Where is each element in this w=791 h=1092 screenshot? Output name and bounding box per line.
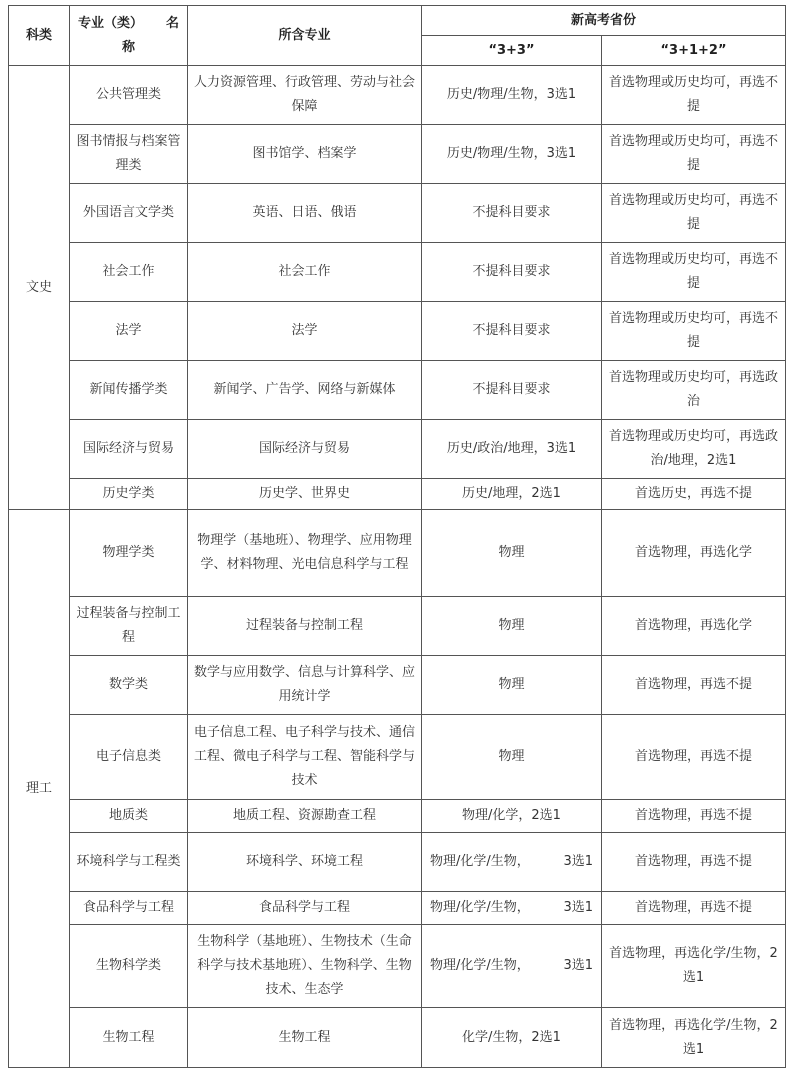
majors-cell: 环境科学、环境工程 xyxy=(188,833,422,892)
req-333-cell: 物理 xyxy=(422,656,602,715)
req-312-cell: 首选物理，再选不提 xyxy=(602,715,786,800)
majors-cell: 生物科学（基地班）、生物技术（生命科学与技术基地班）、生物科学、生物技术、生态学 xyxy=(188,925,422,1008)
header-mode-312: “3+1+2” xyxy=(602,36,786,66)
req-312-cell: 首选物理，再选化学/生物，2选1 xyxy=(602,1008,786,1068)
table-row xyxy=(9,479,786,510)
table-row xyxy=(9,597,786,656)
major-class-cell: 国际经济与贸易 xyxy=(70,420,188,479)
major-class-cell: 食品科学与工程 xyxy=(70,892,188,925)
majors-cell: 物理学（基地班）、物理学、应用物理学、材料物理、光电信息科学与工程 xyxy=(188,510,422,597)
table-body xyxy=(9,66,786,1068)
majors-cell: 图书馆学、档案学 xyxy=(188,125,422,184)
req-333-cell: 历史/政治/地理，3选1 xyxy=(422,420,602,479)
req-333-cell xyxy=(422,833,602,892)
majors-cell: 法学 xyxy=(188,302,422,361)
table-row xyxy=(9,125,786,184)
header-majors: 所含专业 xyxy=(188,6,422,66)
req-312-cell: 首选物理或历史均可，再选不提 xyxy=(602,302,786,361)
major-class-cell: 社会工作 xyxy=(70,243,188,302)
req-312-cell: 首选物理，再选不提 xyxy=(602,800,786,833)
major-class-cell: 历史学类 xyxy=(70,479,188,510)
req-312-cell: 首选物理，再选化学 xyxy=(602,510,786,597)
req-333-cell xyxy=(422,892,602,925)
major-class-cell: 法学 xyxy=(70,302,188,361)
majors-cell: 数学与应用数学、信息与计算科学、应用统计学 xyxy=(188,656,422,715)
table-row xyxy=(9,243,786,302)
majors-cell: 社会工作 xyxy=(188,243,422,302)
header-new-gaokao: 新高考省份 xyxy=(422,6,786,36)
req-312-cell: 首选物理或历史均可，再选政治 xyxy=(602,361,786,420)
table-row xyxy=(9,184,786,243)
req-333-cell: 物理 xyxy=(422,715,602,800)
req-312-cell: 首选历史，再选不提 xyxy=(602,479,786,510)
req-312-cell: 首选物理或历史均可，再选不提 xyxy=(602,66,786,125)
major-class-cell: 新闻传播学类 xyxy=(70,361,188,420)
table-row xyxy=(9,800,786,833)
req-312-cell: 首选物理，再选不提 xyxy=(602,656,786,715)
table-row xyxy=(9,420,786,479)
header-major-class-c: 称 xyxy=(121,39,135,55)
major-class-cell: 生物工程 xyxy=(70,1008,188,1068)
req-333-cell: 历史/地理，2选1 xyxy=(422,479,602,510)
req-333-cell xyxy=(422,925,602,1008)
header-major-class xyxy=(70,6,188,66)
header-row-1 xyxy=(9,6,786,36)
req-312-cell: 首选物理，再选化学/生物，2选1 xyxy=(602,925,786,1008)
major-class-cell: 数学类 xyxy=(70,656,188,715)
table-row xyxy=(9,925,786,1008)
req-333-subjects: 物理/化学/生物， xyxy=(430,958,530,973)
majors-cell: 历史学、世界史 xyxy=(188,479,422,510)
table-row xyxy=(9,510,786,597)
req-333-cell: 物理 xyxy=(422,597,602,656)
majors-cell: 新闻学、广告学、网络与新媒体 xyxy=(188,361,422,420)
major-class-cell: 过程装备与控制工程 xyxy=(70,597,188,656)
req-333-count: 3选1 xyxy=(563,958,593,973)
table-row xyxy=(9,892,786,925)
majors-cell: 食品科学与工程 xyxy=(188,892,422,925)
req-333-cell: 化学/生物，2选1 xyxy=(422,1008,602,1068)
header-category: 科类 xyxy=(9,6,70,66)
subject-requirements-table xyxy=(8,5,786,1068)
req-333-cell: 物理/化学，2选1 xyxy=(422,800,602,833)
major-class-cell: 地质类 xyxy=(70,800,188,833)
table-row xyxy=(9,833,786,892)
major-class-cell: 图书情报与档案管理类 xyxy=(70,125,188,184)
req-312-cell: 首选物理或历史均可，再选政治/地理，2选1 xyxy=(602,420,786,479)
major-class-cell: 公共管理类 xyxy=(70,66,188,125)
req-333-count: 3选1 xyxy=(563,900,593,915)
table-row xyxy=(9,361,786,420)
majors-cell: 人力资源管理、行政管理、劳动与社会保障 xyxy=(188,66,422,125)
req-312-cell: 首选物理或历史均可，再选不提 xyxy=(602,125,786,184)
table-row xyxy=(9,656,786,715)
header-major-class-a: 专业（类） xyxy=(78,15,144,31)
majors-cell: 生物工程 xyxy=(188,1008,422,1068)
header-major-class-line1 xyxy=(74,12,183,36)
table-row xyxy=(9,1008,786,1068)
majors-cell: 英语、日语、俄语 xyxy=(188,184,422,243)
req-333-subjects: 物理/化学/生物， xyxy=(430,900,530,915)
req-333-cell: 不提科目要求 xyxy=(422,361,602,420)
req-333-split xyxy=(426,850,597,874)
req-312-cell: 首选物理或历史均可，再选不提 xyxy=(602,243,786,302)
req-333-subjects: 物理/化学/生物， xyxy=(430,854,530,869)
header-mode-333: “3+3” xyxy=(422,36,602,66)
header-major-class-b: 名 xyxy=(165,15,179,31)
req-333-cell: 物理 xyxy=(422,510,602,597)
table-row xyxy=(9,302,786,361)
major-class-cell: 环境科学与工程类 xyxy=(70,833,188,892)
major-class-cell: 电子信息类 xyxy=(70,715,188,800)
majors-cell: 过程装备与控制工程 xyxy=(188,597,422,656)
req-312-cell: 首选物理或历史均可，再选不提 xyxy=(602,184,786,243)
req-312-cell: 首选物理，再选化学 xyxy=(602,597,786,656)
req-333-count: 3选1 xyxy=(563,854,593,869)
table-header xyxy=(9,6,786,66)
majors-cell: 地质工程、资源勘查工程 xyxy=(188,800,422,833)
table-row xyxy=(9,715,786,800)
major-class-cell: 生物科学类 xyxy=(70,925,188,1008)
category-cell: 文史 xyxy=(9,66,70,510)
major-class-cell: 物理学类 xyxy=(70,510,188,597)
req-333-cell: 不提科目要求 xyxy=(422,184,602,243)
req-312-cell: 首选物理，再选不提 xyxy=(602,892,786,925)
table-row xyxy=(9,66,786,125)
req-333-split xyxy=(426,954,597,978)
major-class-cell: 外国语言文学类 xyxy=(70,184,188,243)
category-cell: 理工 xyxy=(9,510,70,1068)
req-333-cell: 历史/物理/生物，3选1 xyxy=(422,66,602,125)
req-333-cell: 历史/物理/生物，3选1 xyxy=(422,125,602,184)
req-312-cell: 首选物理，再选不提 xyxy=(602,833,786,892)
majors-cell: 国际经济与贸易 xyxy=(188,420,422,479)
req-333-cell: 不提科目要求 xyxy=(422,243,602,302)
req-333-cell: 不提科目要求 xyxy=(422,302,602,361)
req-333-split xyxy=(426,896,597,920)
majors-cell: 电子信息工程、电子科学与技术、通信工程、微电子科学与工程、智能科学与技术 xyxy=(188,715,422,800)
